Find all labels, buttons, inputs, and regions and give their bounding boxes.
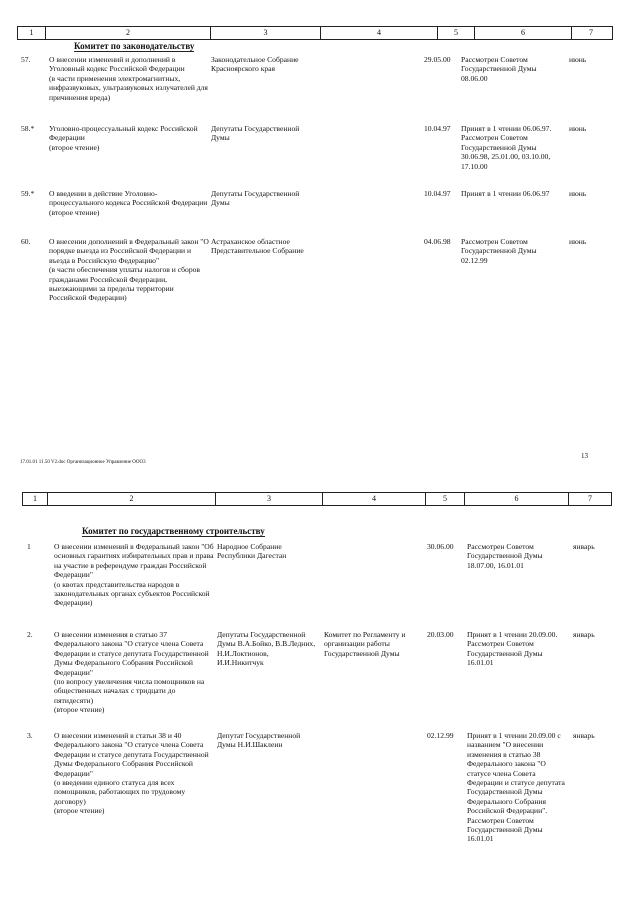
date: 20.03.00 (427, 630, 454, 639)
bill-title: О внесении изменений и дополнений в Уголовный кодекс Российской Федерации (в части применения электромагнитных, инфразвуковых, ультразвуковых излучателей для причинения вреда) (49, 55, 208, 102)
date: 04.06.98 (424, 237, 451, 246)
col-4-number: 4 (323, 493, 426, 505)
row-number: 57. (21, 55, 31, 64)
initiator: Депутаты Государственной Думы (211, 189, 300, 208)
col-5-number: 5 (426, 493, 465, 505)
row-number: 1 (27, 542, 31, 551)
status: Принят в 1 чтении 20.09.00 с названием "О внесении изменения в статью 38 Федерального закона "О статусе члена Совета Федерации и статусе депутата Государственной Думы Федерального Собрания Российской Федерации". Рассмотрен Советом Государственной Думы 16.01.01 (467, 731, 565, 844)
col-3-number: 3 (211, 27, 321, 39)
status: Принят в 1 чтении 06.06.97. Рассмотрен Советом Государственной Думы 30.06.98, 25.01.00, 03.10.00, 17.10.00 (461, 124, 552, 171)
bill-title: О введении в действие Уголовно-процессуального кодекса Российской Федерации (второе чтение) (49, 189, 208, 217)
date: 30.06.00 (427, 542, 454, 551)
col-6-number: 6 (465, 493, 569, 505)
initiator: Депутат Государственной Думы Н.И.Шаклеин (217, 731, 301, 750)
bill-title: О внесении дополнений в Федеральный закон "О порядке выезда из Российской Федерации и въезда в Российскую Федерацию" (в части обеспечения уплаты налогов и сборов гражданами Российской Федерации, выезжающими за пределы территории Российской Федерации) (49, 237, 209, 303)
date: 10.04.97 (424, 189, 451, 198)
month: июнь (569, 189, 587, 198)
section-title-text: Комитет по государственному строительству (82, 526, 265, 536)
initiator: Депутаты Государственной Думы В.А.Бойко, В.В.Ледних, Н.И.Локтионов, И.И.Никитчук (217, 630, 316, 668)
column-number-header-1 (17, 26, 613, 40)
month: январь (573, 542, 595, 551)
status: Рассмотрен Советом Государственной Думы 08.06.00 (461, 55, 537, 83)
col-7-number: 7 (589, 28, 593, 37)
bill-title: О внесении изменений в статьи 38 и 40 Федерального закона "О статусе члена Совета Федерации и статусе депутата Государственной Думы Федерального Собрания Российской Федерации" (о введении единого статуса для всех помощников, работающих по трудовому договору) (второе чтение) (54, 731, 209, 816)
row-number: 59.* (21, 189, 35, 198)
co-executor: Комитет по Регламенту и организации работы Государственной Думы (324, 630, 406, 658)
month: январь (573, 731, 595, 740)
bill-title: О внесении изменения в статью 37 Федерального закона "О статусе члена Совета Федерации и статусе депутата Государственной Думы Федерального Собрания Российской Федерации" (по вопросу увеличения числа помощников на общественных началах с тридцати до пятидесяти) (второе чтение) (54, 630, 209, 715)
bill-title: О внесении изменений в Федеральный закон "Об основных гарантиях избирательных прав и права на участие в референдуме граждан Российской Федерации" (о квотах представительства народов в законодательных органах субъектов Российской Федерации) (54, 542, 214, 608)
col-2-number: 2 (46, 27, 211, 39)
col-6-number: 6 (475, 27, 572, 39)
initiator: Народное Собрание Республики Дагестан (217, 542, 287, 561)
initiator: Депутаты Государственной Думы (211, 124, 300, 143)
page-number: 13 (581, 452, 588, 460)
col-2-number: 2 (48, 493, 216, 505)
section-title-text: Комитет по законодательству (74, 41, 195, 51)
row-number: 2. (27, 630, 33, 639)
column-number-header-2 (22, 492, 612, 506)
month: июнь (569, 237, 587, 246)
col-3-number: 3 (216, 493, 323, 505)
status: Принят в 1 чтении 20.09.00. Рассмотрен Советом Государственной Думы 16.01.01 (467, 630, 558, 668)
col-4-number: 4 (321, 27, 438, 39)
month: январь (573, 630, 595, 639)
bill-title: Уголовно-процессуальный кодекс Российской Федерации (второе чтение) (49, 124, 198, 152)
status: Рассмотрен Советом Государственной Думы 18.07.00, 16.01.01 (467, 542, 543, 570)
initiator: Астраханское областное Представительное Собрание (211, 237, 304, 256)
col-7-number: 7 (588, 494, 592, 503)
col-1-number: 1 (18, 27, 46, 39)
date: 29.05.00 (424, 55, 451, 64)
row-number: 58.* (21, 124, 35, 133)
date: 02.12.99 (427, 731, 454, 740)
status: Рассмотрен Советом Государственной Думы 02.12.99 (461, 237, 537, 265)
month: июнь (569, 55, 587, 64)
initiator: Законодательное Собрание Красноярского края (211, 55, 299, 74)
status: Принят в 1 чтении 06.06.97 (461, 189, 550, 198)
section-title-state-building (82, 526, 265, 536)
row-number: 3. (27, 731, 33, 740)
month: июнь (569, 124, 587, 133)
date: 10.04.97 (424, 124, 451, 133)
file-footer: 17.01.01 11.50 V2.doc Организационное Управление ООО3 (20, 460, 146, 465)
col-1-number: 1 (23, 493, 48, 505)
col-5-number: 5 (438, 27, 475, 39)
row-number: 60. (21, 237, 31, 246)
section-title-legislation (74, 41, 194, 51)
